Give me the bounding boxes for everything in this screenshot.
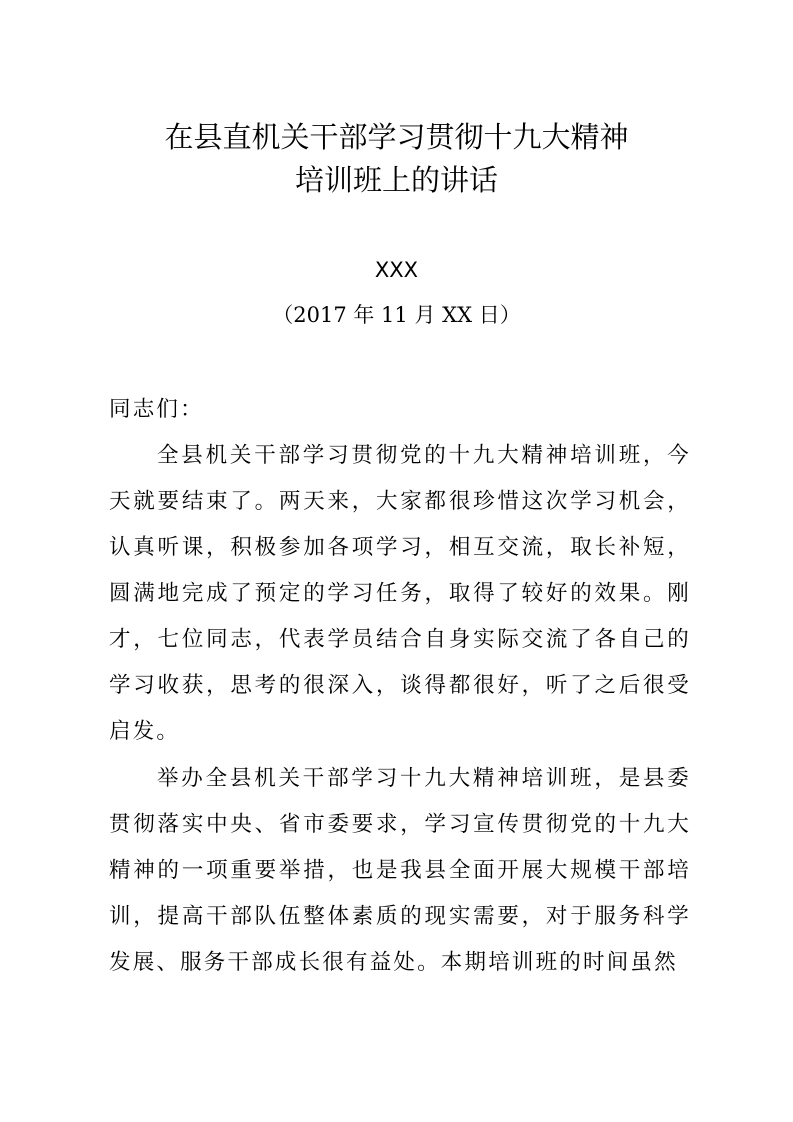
speech-date: （2017 年 11 月 XX 日） bbox=[272, 303, 521, 327]
greeting: 同志们： bbox=[109, 397, 204, 422]
paragraph-2: 举办全县机关干部学习十九大精神培训班，是县委贯彻落实中央、省市委要求，学习宣传贯彻党的十九大精神的一项重要举措，也是我县全面开展大规模干部培训，提高干部队伍整体素质的现实需要，对于服务科学发展、服务干部成长很有益处。本期培训班的时间虽然 bbox=[109, 766, 691, 975]
speaker-name: XXX bbox=[374, 258, 419, 282]
paragraph-1: 全县机关干部学习贯彻党的十九大精神培训班，今天就要结束了。两天来，大家都很珍惜这次学习机会，认真听课，积极参加各项学习，相互交流，取长补短，圆满地完成了预定的学习任务，取得了较好的效果。刚才，七位同志，代表学员结合自身实际交流了各自己的学习收获，思考的很深入，谈得都很好，听了之后很受启发。 bbox=[109, 443, 691, 744]
document-title-line-1: 在县直机关干部学习贯彻十九大精神 bbox=[164, 120, 629, 154]
document-title-line-2: 培训班上的讲话 bbox=[294, 163, 498, 197]
